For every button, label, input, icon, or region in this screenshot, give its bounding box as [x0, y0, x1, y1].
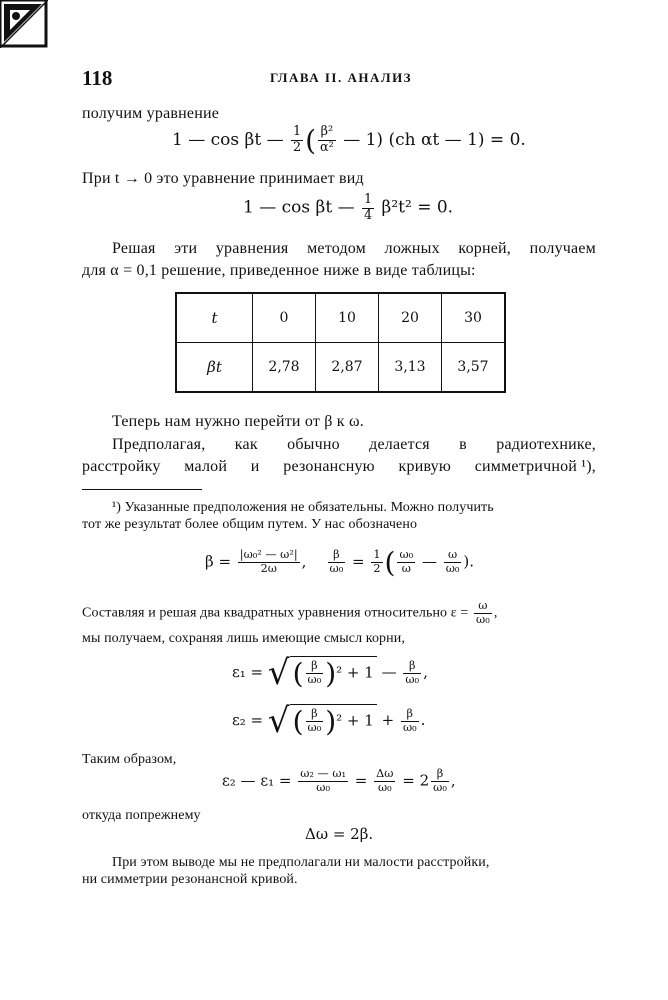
eps1-inner-fraction [306, 660, 324, 687]
sqrt-symbol: √ ( $\frac{\beta}{\text{ω₀}}$ )² + 1 [268, 704, 377, 738]
beta-term1-den: ω [401, 562, 411, 575]
word: симметричной ¹), [474, 458, 596, 475]
epsilon-def-num: ω [474, 600, 492, 614]
corner-ornament [0, 0, 48, 48]
eq1-frac-den: 2 [292, 140, 302, 155]
word: Предполагая, [112, 436, 206, 453]
eq2-lhs: 1 — cos βt — [243, 197, 355, 218]
table-cell: 30 [442, 293, 506, 343]
eps1-inner-den: ω₀ [307, 673, 322, 686]
word: корней, [458, 240, 512, 257]
diff-lhs: ε₂ — ε₁ = [222, 771, 292, 790]
diff-equals-2: = 2 [402, 771, 430, 790]
word: в [459, 436, 467, 453]
equation-epsilon-2 [232, 701, 426, 741]
word: Решая [112, 240, 156, 257]
word: и [250, 458, 260, 475]
epsilon-def-den: ω₀ [475, 612, 490, 626]
eps2-tail-num: β [401, 708, 419, 722]
diff-f1-num: ω₂ — ω₁ [300, 767, 347, 780]
beta-eq-den: 2ω [260, 562, 277, 575]
word: радиотехнике, [496, 436, 596, 453]
diff-end: , [450, 771, 456, 790]
diff-fraction-1 [298, 768, 348, 795]
eps2-tail-den: ω₀ [402, 720, 417, 734]
eps1-inner-rest: ² + 1 [336, 663, 374, 682]
diff-fraction-2 [374, 768, 395, 795]
paragraph-2: Теперь нам нужно перейти от β к ω. [112, 413, 364, 430]
diff-f2-den: ω₀ [377, 780, 392, 794]
eq1-lhs: 1 — cos βt — [172, 130, 284, 150]
footnote-line-4: мы получаем, сохраняя лишь имеющие смысл корни, [82, 631, 405, 646]
table-cell: 3,57 [442, 343, 506, 393]
beta-half-fraction [371, 549, 382, 576]
eps1-inner-num: β [306, 660, 324, 674]
equation-1: 1 — cos βt — $\frac{1}{2}$ ( $\frac{\text{β²}}{\text{α²}}$ — 1) (ch αt — 1) = 0. [172, 124, 526, 157]
word: эти [174, 240, 198, 257]
epsilon-definition-fraction [474, 600, 492, 627]
eps2-end: . [420, 711, 426, 729]
beta-eq-num: |ω₀² — ω²| [239, 548, 298, 562]
eps1-lhs: ε₁ = [232, 663, 264, 681]
eps1-tail-num: β [403, 660, 421, 674]
diff-f3-den: ω₀ [433, 780, 447, 794]
word: уравнения [215, 240, 289, 257]
eq1-rest: — 1) (ch αt — 1) = 0. [343, 130, 526, 150]
beta-half-den: 2 [373, 562, 381, 575]
footnote-last-line-1: При этом выводе мы не предполагали ни малости расстройки, [112, 855, 490, 870]
beta-minus: — [421, 552, 437, 571]
footnote-line-1: ¹) Указанные предположения не обязательны. Можно получить [112, 500, 494, 515]
eps2-tail-fraction [401, 708, 419, 735]
beta-term2-fraction [444, 549, 462, 576]
footnote-line-6: откуда попрежнему [82, 808, 201, 823]
eps2-inner-num: β [306, 708, 324, 722]
word: резонансную [283, 458, 375, 475]
word: ложных [384, 240, 440, 257]
diff-f1-den: ω₀ [316, 780, 330, 794]
beta-eq-equals: = [352, 552, 365, 571]
eps1-tail-fraction [403, 660, 421, 687]
paragraph-3-line-2 [82, 458, 596, 476]
eq1-fraction-ratio [318, 125, 336, 155]
footnote-equation-beta: β = $\frac{\text{|ω₀² — ω²|}}{2\omega}$ , $\frac{\beta}{\text{ω₀}}$ = $\frac{1}{2}$ ( $\frac{\text{ω₀}}{\omega}$ — $\frac{\omega}{\text{ω₀}}$ ). [205, 546, 475, 579]
body-line-2: При t → 0 это уравнение принимает вид [82, 170, 364, 187]
eps2-inner-den: ω₀ [307, 721, 322, 734]
word: обычно [287, 436, 340, 453]
table-cell: 10 [316, 293, 379, 343]
paragraph-1-line-2: для α = 0,1 решение, приведенное ниже в виде таблицы: [82, 262, 476, 279]
beta-ratio-den: ω₀ [329, 562, 344, 575]
eq2-fraction [362, 193, 374, 223]
beta-eq-fraction [238, 549, 300, 576]
body-line-1: получим уравнение [82, 105, 220, 122]
equation-final: Δω = 2β. [305, 825, 374, 843]
beta-eq-sep: , [301, 552, 307, 571]
diff-equals-1: = [354, 771, 368, 790]
sqrt-symbol: √ ( $\frac{\beta}{\text{ω₀}}$ )² + 1 [268, 656, 377, 690]
beta-ratio-fraction [328, 549, 346, 576]
word: расстройку [82, 458, 161, 475]
word: кривую [398, 458, 452, 475]
eps2-inner-fraction [306, 708, 324, 735]
footnote-last-line-2: ни симметрии резонансной кривой. [82, 872, 298, 887]
word: получаем [529, 240, 596, 257]
eq1-fraction-half [291, 125, 303, 155]
eq1-inner-num: β² [318, 125, 336, 141]
eps2-plus: + [381, 711, 395, 729]
diff-f3-num: β [431, 768, 449, 782]
equation-epsilon-1 [232, 653, 428, 693]
eq2-frac-den: 4 [363, 207, 373, 223]
table-cell: 2,87 [316, 343, 379, 393]
table-cell: 2,78 [253, 343, 316, 393]
table-cell: βt [176, 343, 253, 393]
table-row [176, 293, 505, 343]
word: как [234, 436, 258, 453]
eq2-rest: β²t² = 0. [381, 197, 454, 218]
word: методом [307, 240, 367, 257]
eq1-frac-num: 1 [292, 124, 302, 140]
diff-fraction-3 [431, 768, 449, 795]
beta-term1-fraction [397, 549, 415, 576]
equation-2 [243, 193, 453, 223]
eps1-tail-den: ω₀ [405, 672, 420, 686]
results-table [175, 292, 506, 393]
eps2-inner-rest: ² + 1 [336, 711, 374, 730]
eq1-inner-den: α² [320, 140, 334, 155]
beta-term1-num: ω₀ [399, 548, 414, 562]
word: малой [184, 458, 228, 475]
table-cell: 3,13 [379, 343, 442, 393]
eq2-frac-num: 1 [363, 192, 373, 207]
running-head: ГЛАВА II. АНАЛИЗ [270, 70, 413, 85]
footnote-divider [82, 489, 202, 490]
beta-eq-lhs: β = [205, 552, 232, 571]
page-number: 118 [82, 66, 113, 90]
eps1-end: , [423, 663, 428, 681]
beta-eq-end: ). [463, 552, 475, 571]
paragraph-1-line-1 [112, 240, 596, 258]
beta-term2-num: ω [444, 549, 462, 563]
word: делается [369, 436, 430, 453]
eps2-lhs: ε₂ = [232, 711, 264, 729]
table-cell: t [176, 293, 253, 343]
table-cell: 20 [379, 293, 442, 343]
footnote-line-2: тот же результат более общим путем. У нас обозначено [82, 517, 418, 532]
footnote-line-3-text: Составляя и решая два квадратных уравнения относительно ε = [82, 605, 469, 621]
eps1-minus: — [381, 663, 397, 681]
footnote-line-5: Таким образом, [82, 752, 177, 767]
table-cell: 0 [253, 293, 316, 343]
beta-term2-den: ω₀ [445, 562, 460, 575]
beta-half-num: 1 [373, 548, 381, 562]
beta-ratio-num: β [328, 549, 346, 563]
paragraph-3-line-1 [112, 436, 596, 454]
footnote-line-3: Составляя и решая два квадратных уравнения относительно ε = $\frac{\omega}{\text{ω₀}}$ , [82, 599, 498, 626]
equation-difference [222, 768, 456, 795]
table-row [176, 343, 505, 393]
diff-f2-num: Δω [376, 767, 394, 780]
